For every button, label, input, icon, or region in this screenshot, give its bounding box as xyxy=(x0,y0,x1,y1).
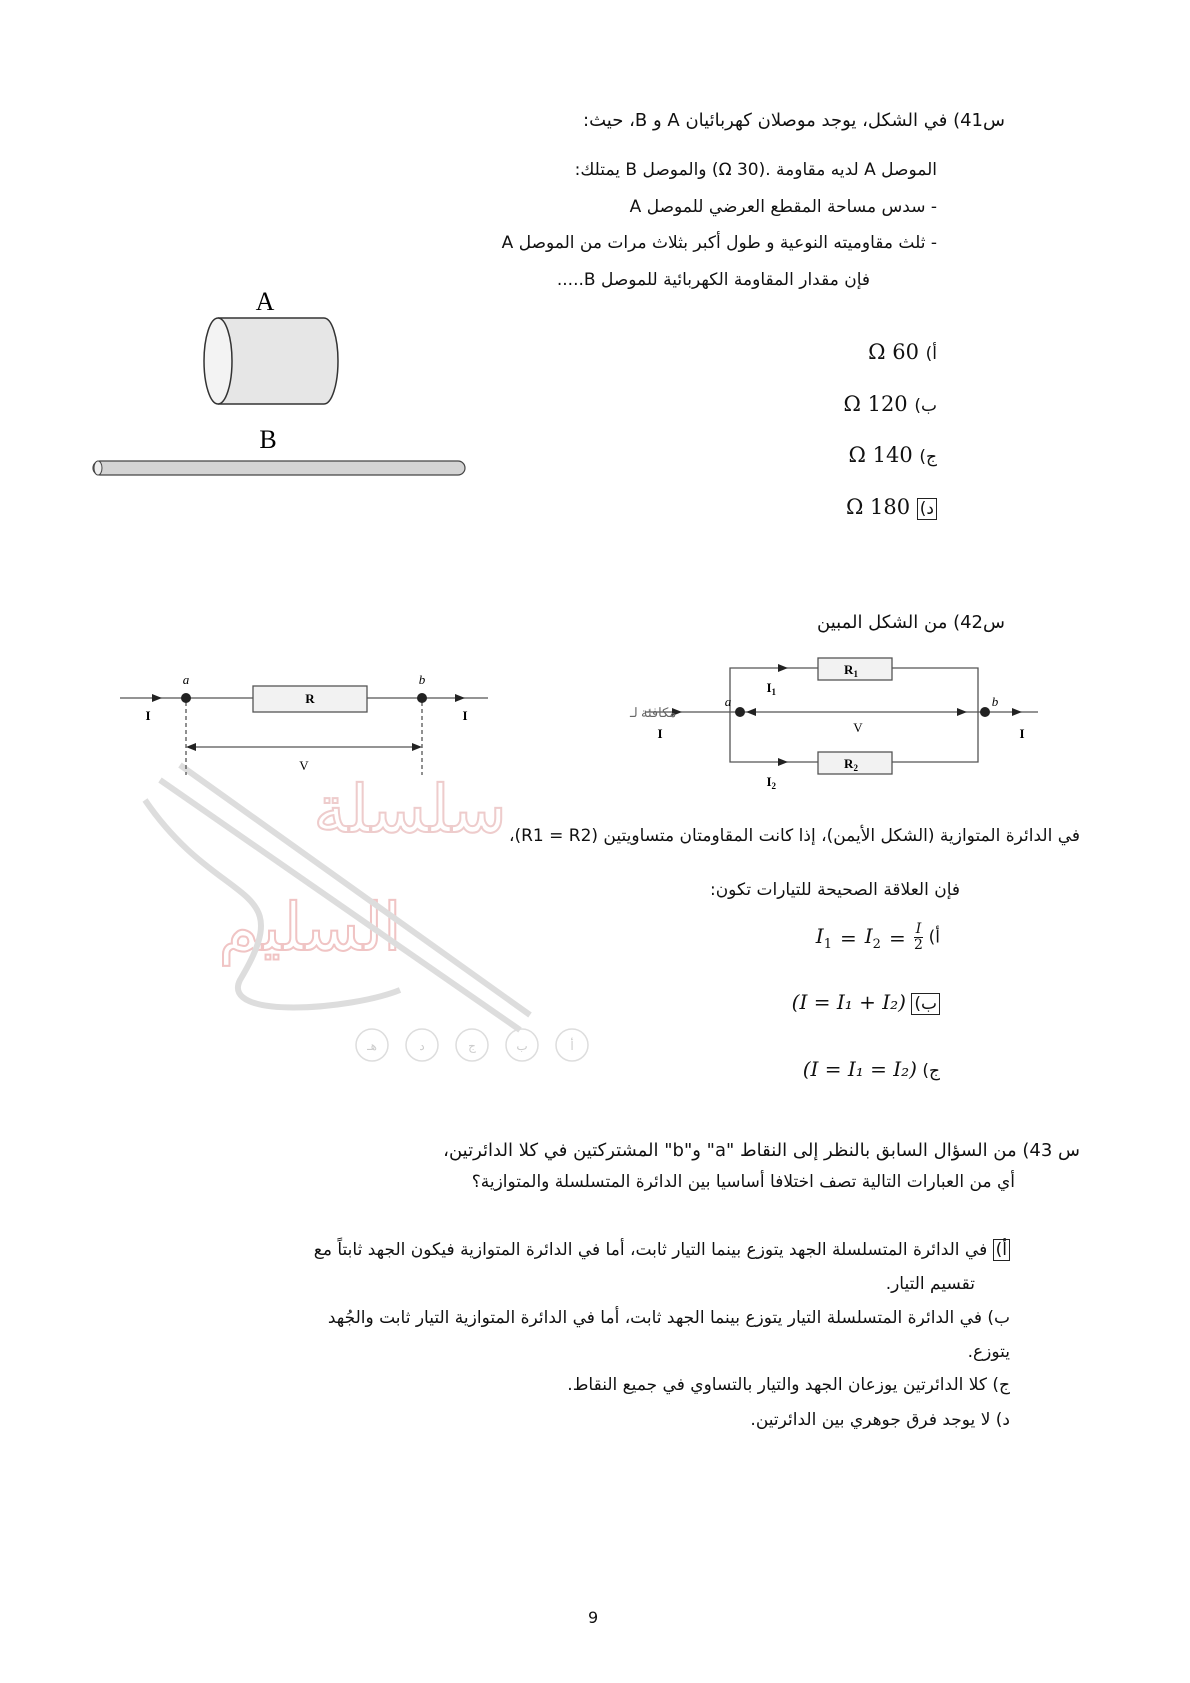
conductor-b-wire xyxy=(93,461,465,475)
watermark-circle-4: د xyxy=(419,1039,425,1053)
parallel-voltage-label: V xyxy=(853,720,863,735)
q41-title: س41) في الشكل، يوجد موصلان كهربائيان A و B، حيث: xyxy=(583,110,1005,131)
q43-title: س 43) من السؤال السابق بالنظر إلى النقاط "a" و"b" المشتركتين في كلا الدائرتين، xyxy=(443,1140,1080,1161)
series-point-a: a xyxy=(182,672,190,687)
q41-option-d-letter: د) xyxy=(917,498,937,520)
q42-option-a-expression: $I_1$ = $I_2$ = $\frac{I}{2}$ xyxy=(815,921,923,953)
q42-option-a-letter: أ) xyxy=(928,927,940,948)
q42-line1: في الدائرة المتوازية (الشكل الأيمن)، إذا كانت المقاومتان متساويتين (R1 = R2)، xyxy=(508,826,1080,846)
q41-line4: فإن مقدار المقاومة الكهربائية للموصل B..... xyxy=(556,270,870,290)
parallel-r1-label: R xyxy=(844,662,854,677)
q41-option-b-value: Ω 120 xyxy=(843,392,908,416)
q42-option-c-letter: ج) xyxy=(922,1061,940,1081)
q41-option-b-letter: ب) xyxy=(914,396,937,416)
q43-option-b-line2: يتوزع. xyxy=(967,1342,1010,1362)
q41-option-d[interactable] xyxy=(846,495,937,519)
series-current-left: I xyxy=(145,708,151,723)
q41-option-a-letter: أ) xyxy=(925,344,937,364)
q42-option-b-expression: (I = I₁ + I₂) xyxy=(791,990,906,1014)
parallel-i1-label: I xyxy=(766,680,772,695)
q41-option-d-value: Ω 180 xyxy=(845,495,911,519)
watermark xyxy=(100,760,620,1080)
q42-option-b-letter: ب) xyxy=(911,993,940,1015)
q43-option-c[interactable]: ج) كلا الدائرتين يوزعان الجهد والتيار بالتساوي في جميع النقاط. xyxy=(567,1375,1010,1395)
conductor-a-cylinder xyxy=(204,318,338,404)
parallel-current-left: I xyxy=(657,726,663,741)
watermark-circle-2: ب xyxy=(516,1039,528,1053)
watermark-top-text: سلسلة xyxy=(313,774,507,847)
parallel-r1-sub: 1 xyxy=(853,669,858,679)
parallel-current-right: I xyxy=(1019,726,1025,741)
q42-title: س42) من الشكل المبين xyxy=(817,612,1005,633)
q42-option-c-expression: (I = I₁ = I₂) xyxy=(802,1057,917,1081)
parallel-r2-label: R xyxy=(844,756,854,771)
q42-line2: فإن العلاقة الصحيحة للتيارات تكون: xyxy=(709,880,960,900)
q42-option-a[interactable] xyxy=(816,922,940,953)
parallel-equivalent-label: مكافئة لـ xyxy=(630,705,677,720)
q43-option-a-line1: في الدائرة المتسلسلة الجهد يتوزع بينما التيار ثابت، أما في الدائرة المتوازية فيكون الجهد ثابتاً مع xyxy=(313,1240,993,1260)
series-circuit xyxy=(120,670,500,785)
parallel-i1-sub: 1 xyxy=(771,687,776,697)
series-resistor-label: R xyxy=(305,691,315,706)
q43-option-a-line2: تقسيم التيار. xyxy=(885,1274,975,1294)
q41-line3: - ثلث مقاوميته النوعية و طول أكبر بثلاث مرات من الموصل A xyxy=(501,233,937,253)
q41-option-a-value: Ω 60 xyxy=(868,340,919,364)
watermark-circle-1: أ xyxy=(570,1039,574,1053)
series-current-right: I xyxy=(462,708,468,723)
q43-option-b[interactable]: ب) في الدائرة المتسلسلة التيار يتوزع بينما الجهد ثابت، أما في الدائرة المتوازية التيار ثابت والجُهد xyxy=(327,1308,1010,1328)
q41-option-b[interactable] xyxy=(844,392,938,416)
conductor-b-label: B xyxy=(259,425,277,454)
parallel-i2-label: I xyxy=(766,774,772,789)
q43-option-a-letter: أ) xyxy=(993,1239,1010,1261)
parallel-circuit xyxy=(560,640,1040,795)
series-voltage-label: V xyxy=(299,758,309,773)
q41-line2: - سدس مساحة المقطع العرضي للموصل A xyxy=(629,197,937,217)
watermark-circle-5: هـ xyxy=(367,1039,377,1053)
q41-option-c-letter: ج) xyxy=(919,447,937,467)
watermark-circle-3: ج xyxy=(468,1039,476,1053)
q42-option-b[interactable] xyxy=(792,990,940,1014)
parallel-point-b: b xyxy=(991,694,999,709)
parallel-r2-sub: 2 xyxy=(853,763,858,773)
q43-line2: أي من العبارات التالية تصف اختلافا أساسيا بين الدائرة المتسلسلة والمتوازية؟ xyxy=(471,1172,1015,1192)
q41-option-a[interactable] xyxy=(868,340,937,364)
q41-option-c[interactable] xyxy=(849,443,937,467)
q43-option-d[interactable]: د) لا يوجد فرق جوهري بين الدائرتين. xyxy=(750,1410,1010,1430)
parallel-i2-sub: 2 xyxy=(771,781,776,791)
series-point-b: b xyxy=(418,672,426,687)
q41-option-c-value: Ω 140 xyxy=(848,443,913,467)
watermark-bottom-text: السليم xyxy=(218,892,402,965)
q43-option-a[interactable] xyxy=(314,1240,1010,1260)
q42-option-c[interactable] xyxy=(803,1057,940,1081)
page-number: 9 xyxy=(588,1608,599,1627)
svg-text:I1 xyxy=(766,680,776,697)
q41-line1: الموصل A لديه مقاومة .(30 Ω) والموصل B يمتلك: xyxy=(574,160,937,180)
conductor-a-label: A xyxy=(255,287,275,316)
svg-text:I2 xyxy=(766,774,776,791)
conductors-figure xyxy=(90,280,510,520)
parallel-point-a: a xyxy=(724,694,732,709)
